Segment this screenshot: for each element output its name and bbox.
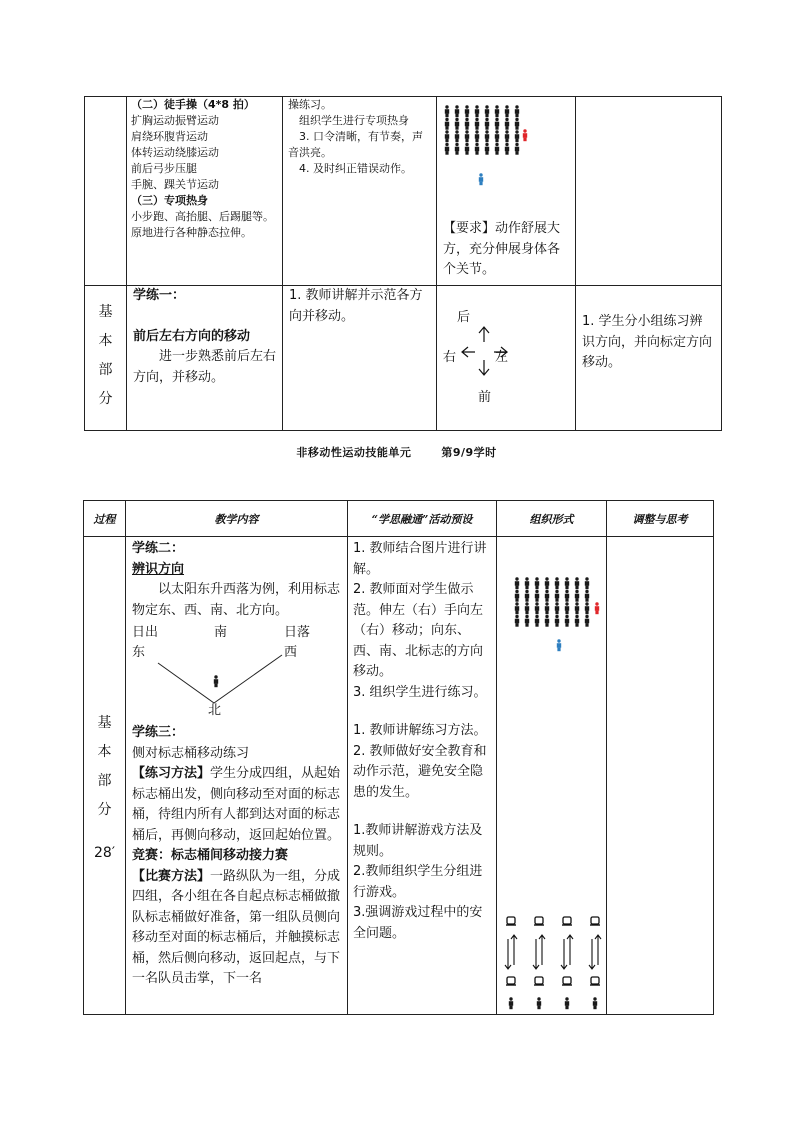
student-figure-icon — [515, 615, 519, 627]
warmup-activity-line: 3. 口令清晰，有节奏，声 — [288, 130, 423, 143]
student-figure-icon — [475, 143, 479, 155]
drill1-subtitle: 前后左右方向的移动 — [133, 328, 251, 344]
student-figure-icon — [445, 130, 449, 142]
section-char-line: 部 — [97, 773, 112, 789]
section-char-line: 本 — [97, 744, 112, 760]
warmup-list — [127, 97, 282, 241]
activity-step: 2.教师组织学生分组进行游戏。 — [353, 864, 483, 900]
student-figure-icon — [555, 602, 559, 614]
direction-left: 左 — [495, 350, 509, 365]
warmup-activity-line: 组织学生进行专项热身 — [288, 114, 409, 127]
student-figure-icon — [545, 615, 549, 627]
student-figure-icon — [485, 143, 489, 155]
direction-right: 右 — [443, 350, 457, 365]
student-figure-icon — [535, 577, 539, 589]
warmup-content-cell — [127, 97, 283, 286]
student-figure-icon — [445, 143, 449, 155]
leader-figure-icon — [479, 173, 483, 185]
student-figure-icon — [555, 590, 559, 602]
contest-method-text: 一路纵队为一组，分成四组，各小组在各自起点标志桶做撤队标志桶做好准备，第一组队员侧向移动至对面的标志桶后，并触摸标志桶，然后侧向移动，返回起点，与下一名队员击掌，下一名 — [132, 868, 341, 986]
direction-back: 后 — [457, 310, 471, 325]
student-figure-icon — [575, 602, 579, 614]
student-figure-icon — [465, 130, 469, 142]
warmup-line: 小步跑、高抬腿、后踢腿等。 — [131, 210, 274, 223]
student-figure-icon — [455, 105, 459, 117]
bottom-lesson-table — [83, 500, 714, 1015]
drill1-organization-cell — [437, 286, 576, 431]
leader-figure-icon — [557, 639, 561, 651]
label-south: 南 — [214, 625, 228, 640]
student-figure-icon — [465, 143, 469, 155]
student-figure-icon — [505, 143, 509, 155]
student-figure-icon — [495, 118, 499, 130]
student-figure-icon — [585, 615, 589, 627]
warmup-line: 前后弓步压腿 — [131, 162, 197, 175]
student-figure-icon — [525, 577, 529, 589]
top-row-warmup — [85, 97, 722, 286]
teacher-figure-icon — [523, 129, 527, 141]
student-figure-icon — [505, 130, 509, 142]
activity-step: 2. 教师做好安全教育和动作示范，避免安全隐患的发生。 — [353, 743, 487, 800]
relay-diagram — [505, 917, 601, 1009]
student-figure-icon — [555, 615, 559, 627]
label-west: 西 — [284, 645, 298, 660]
student-figure-icon — [575, 577, 579, 589]
header-process: 过程 — [84, 501, 126, 537]
student-figure-icon — [535, 615, 539, 627]
content-cell — [126, 537, 348, 1015]
warmup-line: 扩胸运动振臂运动 — [131, 114, 219, 127]
runner-figure-icon — [537, 997, 541, 1009]
warmup-activity-line: 4. 及时纠正错误动作。 — [288, 162, 412, 175]
relay-arrows-icon — [589, 935, 601, 969]
page-footer — [0, 444, 793, 460]
direction-arrows-icon — [437, 286, 575, 431]
student-figure-icon — [505, 105, 509, 117]
drill3-method — [132, 764, 341, 846]
student-figure-icon — [515, 602, 519, 614]
label-east: 东 — [132, 645, 146, 660]
runner-figure-icon — [593, 997, 597, 1009]
student-figure-icon — [455, 118, 459, 130]
student-figure-icon — [565, 602, 569, 614]
section-cell — [85, 286, 127, 431]
drill3-subtitle: 侧对标志桶移动练习 — [132, 745, 250, 761]
activity-group — [353, 539, 491, 703]
student-figure-icon — [475, 118, 479, 130]
student-figure-icon — [475, 130, 479, 142]
label-sunset: 日落 — [284, 625, 311, 640]
student-figure-icon — [575, 615, 579, 627]
student-figure-icon — [515, 118, 519, 130]
activity-step: 1. 教师结合图片进行讲解。 — [353, 541, 487, 577]
activity-step: 2. 教师面对学生做示范。伸左（右）手向左（右）移动；向东、西、南、北标志的方向移动。 — [353, 582, 484, 679]
warmup-activity-line: 操练习。 — [288, 98, 332, 111]
relay-arrows-icon — [533, 935, 545, 969]
student-figure-icon — [575, 590, 579, 602]
header-content: 教学内容 — [126, 501, 348, 537]
activity-step: 1. 教师讲解练习方法。 — [353, 723, 487, 738]
student-figure-icon — [505, 118, 509, 130]
student-figure-icon — [485, 118, 489, 130]
cone-icon — [591, 917, 599, 924]
organization-cell — [497, 537, 607, 1015]
drill3-title: 学练三： — [132, 725, 185, 740]
warmup-organization-cell — [437, 97, 576, 286]
drill3-method-label: 【练习方法】 — [132, 766, 211, 781]
label-north: 北 — [208, 703, 222, 718]
drill3-method-text: 学生分成四组，从起始标志桶出发，侧向移动至对面的标志桶，待组内所有人都到达对面的标志桶后，再侧向移动，返回起始位置。 — [132, 766, 341, 843]
top-row-drill1 — [85, 286, 722, 431]
warmup-line: 原地进行各种静态拉伸。 — [131, 226, 252, 239]
section-char-line: 基 — [97, 715, 112, 731]
warmup-activity-line: 音洪亮。 — [288, 146, 332, 159]
section-char-line: 分 — [97, 802, 112, 818]
student-figure-icon — [585, 602, 589, 614]
cone-icon — [535, 977, 543, 984]
relay-arrows-icon — [561, 935, 573, 969]
formation-diagram — [437, 97, 575, 197]
student-figure-icon — [585, 590, 589, 602]
organization-diagrams — [497, 537, 607, 1015]
student-figure-icon — [545, 590, 549, 602]
student-figure-icon — [515, 590, 519, 602]
student-figure-icon — [515, 577, 519, 589]
student-formation — [515, 577, 599, 651]
warmup-activity — [283, 97, 436, 177]
teacher-figure-icon — [595, 602, 599, 614]
cone-icon — [507, 917, 515, 924]
warmup-adjust-cell — [576, 97, 722, 286]
contest-method — [132, 867, 341, 990]
adjust-cell — [607, 537, 714, 1015]
drill1-adjust-cell — [576, 286, 722, 431]
drill1-adjust: 1. 学生分小组练习辨识方向，并向标定方向移动。 — [582, 314, 713, 370]
student-figure-icon — [495, 105, 499, 117]
requirement-text: 【要求】动作舒展大方，充分伸展身体各个关节。 — [443, 221, 561, 277]
person-icon — [214, 675, 218, 687]
activity-step: 3. 组织学生进行练习。 — [353, 684, 487, 700]
contest-title: 竞赛：标志桶间移动接力赛 — [132, 848, 289, 863]
section-char-line: 本 — [98, 333, 113, 349]
student-figure-icon — [565, 615, 569, 627]
main-row — [84, 537, 714, 1015]
cone-icon — [563, 977, 571, 984]
contest-method-label: 【比赛方法】 — [132, 868, 211, 884]
section-cell-empty — [85, 97, 127, 286]
lesson-number: 第9/9学时 — [441, 446, 497, 459]
student-figure-icon — [545, 577, 549, 589]
drill1-activity-cell — [283, 286, 437, 431]
student-figure-icon — [495, 130, 499, 142]
runner-figure-icon — [509, 997, 513, 1009]
drill1-activity: 1. 教师讲解并示范各方向并移动。 — [289, 288, 423, 324]
compass-diagram — [132, 621, 341, 723]
student-figure-icon — [445, 118, 449, 130]
header-organization: 组织形式 — [497, 501, 607, 537]
student-figure-icon — [515, 130, 519, 142]
student-figure-icon — [465, 118, 469, 130]
student-figure-icon — [495, 143, 499, 155]
cone-icon — [535, 917, 543, 924]
student-figure-icon — [455, 143, 459, 155]
drill1-desc: 进一步熟悉前后左右方向，并移动。 — [133, 349, 277, 385]
cone-icon — [563, 917, 571, 924]
warmup-line: 肩绕环腹背运动 — [131, 130, 208, 143]
warmup-line: 体转运动绕膝运动 — [131, 146, 219, 159]
direction-front: 前 — [478, 390, 492, 405]
student-figure-icon — [555, 577, 559, 589]
cone-icon — [591, 977, 599, 984]
drill1-content-cell — [127, 286, 283, 431]
warmup-line: （三）专项热身 — [131, 194, 208, 207]
student-figure-icon — [465, 105, 469, 117]
header-row — [84, 501, 714, 537]
section-label-vertical — [84, 537, 125, 825]
section-time: 28′ — [94, 845, 115, 861]
student-figure-icon — [565, 577, 569, 589]
drill1-title: 学练一： — [133, 288, 186, 303]
section-char-line: 分 — [98, 391, 113, 407]
activity-step: 3.强调游戏过程中的安全问题。 — [353, 905, 483, 941]
label-sunrise: 日出 — [132, 625, 159, 640]
header-adjust: 调整与思考 — [607, 501, 714, 537]
compass-lines-icon — [132, 621, 332, 723]
runner-figure-icon — [565, 997, 569, 1009]
student-figure-icon — [535, 602, 539, 614]
student-figure-icon — [525, 590, 529, 602]
activity-step: 1.教师讲解游戏方法及规则。 — [353, 823, 483, 859]
student-figure-icon — [585, 577, 589, 589]
student-figure-icon — [445, 105, 449, 117]
activity-cell — [348, 537, 497, 1015]
warmup-line: （二）徒手操（4*8 拍） — [131, 98, 255, 111]
drill2-subtitle: 辨识方向 — [132, 561, 185, 577]
drill2-title: 学练二： — [132, 541, 185, 556]
unit-name: 非移动性运动技能单元 — [296, 446, 412, 459]
student-figure-icon — [515, 105, 519, 117]
activity-group — [353, 721, 491, 803]
student-figure-icon — [525, 615, 529, 627]
student-figure-icon — [565, 590, 569, 602]
activity-group — [353, 821, 491, 944]
section-label-vertical — [85, 286, 126, 414]
drill2-desc: 以太阳东升西落为例，利用标志物定东、西、南、北方向。 — [132, 582, 341, 618]
section-char-line: 基 — [98, 304, 113, 320]
student-figure-icon — [545, 602, 549, 614]
relay-arrows-icon — [505, 935, 517, 969]
student-figure-icon — [485, 105, 489, 117]
section-char-line: 部 — [98, 362, 113, 378]
cone-icon — [507, 977, 515, 984]
student-figure-icon — [485, 130, 489, 142]
header-activity: “学思融通”活动预设 — [348, 501, 497, 537]
student-figure-icon — [475, 105, 479, 117]
student-figure-icon — [455, 130, 459, 142]
activity-list — [348, 537, 496, 944]
student-figure-icon — [515, 143, 519, 155]
student-figure-icon — [525, 602, 529, 614]
top-lesson-table — [84, 96, 722, 431]
student-formation — [445, 105, 527, 185]
student-figure-icon — [535, 590, 539, 602]
section-cell — [84, 537, 126, 1015]
warmup-activity-cell — [283, 97, 437, 286]
warmup-line: 手腕、踝关节运动 — [131, 178, 219, 191]
person-icon — [214, 675, 218, 687]
